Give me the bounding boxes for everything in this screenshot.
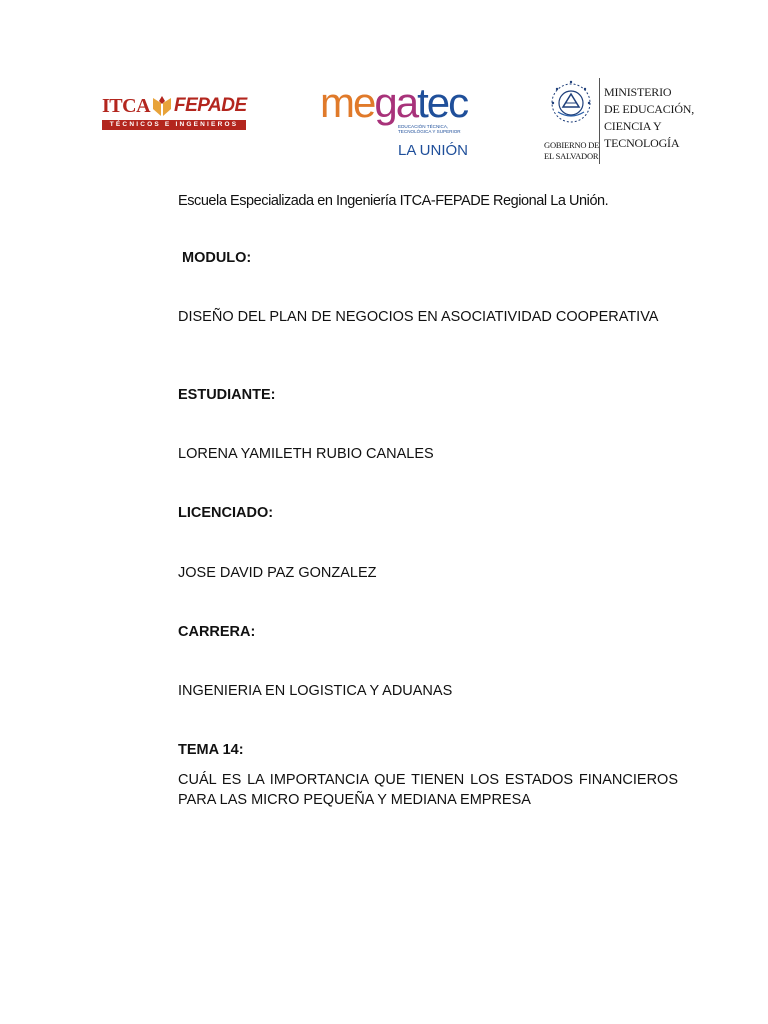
carrera-label: CARRERA: bbox=[178, 624, 256, 640]
megatec-logo bbox=[320, 80, 470, 162]
licenciado-value: JOSE DAVID PAZ GONZALEZ bbox=[178, 565, 377, 581]
header-logos bbox=[98, 72, 698, 172]
modulo-value: DISEÑO DEL PLAN DE NEGOCIOS EN ASOCIATIVIDAD COOPERATIVA bbox=[178, 309, 659, 325]
el-salvador-seal-icon bbox=[548, 76, 594, 136]
school-name: Escuela Especializada en Ingeniería ITCA-FEPADE Regional La Unión. bbox=[178, 193, 609, 209]
megatec-subtitle: EDUCACIÓN TÉCNICA, TECNOLÓGICA Y SUPERIOR bbox=[398, 124, 461, 135]
fepade-logo-text: FEPADE bbox=[174, 95, 247, 116]
megatec-wordmark: megatec bbox=[320, 79, 468, 126]
megatec-campus: LA UNIÓN bbox=[398, 142, 469, 159]
itca-fepade-logo bbox=[102, 94, 250, 134]
itca-tagline: TÉCNICOS E INGENIEROS bbox=[102, 120, 246, 130]
itca-emblem-icon bbox=[152, 95, 172, 117]
carrera-value: INGENIERIA EN LOGISTICA Y ADUANAS bbox=[178, 683, 453, 699]
gobierno-label: GOBIERNO DE EL SALVADOR bbox=[544, 140, 600, 161]
estudiante-label: ESTUDIANTE: bbox=[178, 387, 276, 403]
tema-label: TEMA 14: bbox=[178, 742, 244, 758]
itca-logo-text: ITCA bbox=[102, 95, 151, 117]
licenciado-label: LICENCIADO: bbox=[178, 505, 274, 521]
tema-value: CUÁL ES LA IMPORTANCIA QUE TIENEN LOS ESTADOS FINANCIEROS PARA LAS MICRO PEQUEÑA Y MEDIANA EMPRESA bbox=[178, 772, 678, 808]
estudiante-value: LORENA YAMILETH RUBIO CANALES bbox=[178, 446, 434, 462]
ministerio-logo bbox=[544, 76, 694, 170]
ministerio-text: MINISTERIO DE EDUCACIÓN, CIENCIA Y TECNOLOGÍA bbox=[604, 85, 695, 150]
logo-divider bbox=[599, 78, 600, 164]
modulo-label: MODULO: bbox=[182, 250, 252, 266]
